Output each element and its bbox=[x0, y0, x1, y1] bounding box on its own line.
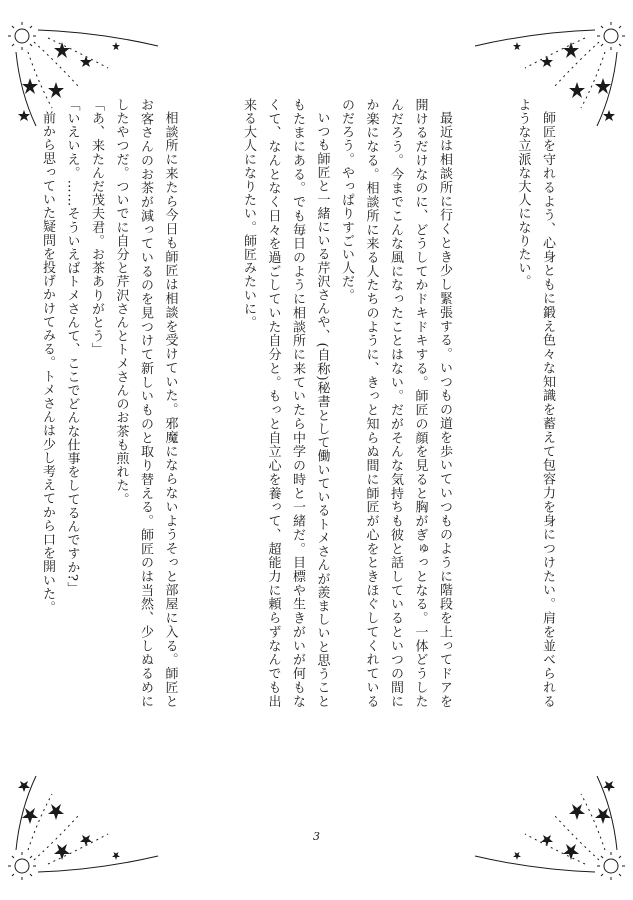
dialogue-line-2: 「いえいえ。……そういえばトメさんて、ここでどんな仕事をしてるんですか?」 bbox=[64, 98, 80, 596]
dialogue-line-1: 「あ、来たんだ茂夫君。お茶ありがとう」 bbox=[89, 98, 104, 357]
corner-ornament-bottom-right bbox=[465, 770, 625, 880]
paragraph-5: 前から思っていた疑問を投げかけてみる。トメさんは少し考えてから口を開いた。 bbox=[40, 111, 55, 615]
corner-ornament-bottom-left bbox=[8, 770, 168, 880]
body-text bbox=[40, 98, 559, 708]
paragraph-3: いつも師匠と一緒にいる芹沢さんや、(自称)秘書として働いているトメさんが羨ましいと思うこともたまにある。でも毎日のように相談所に来ていたら中学の時と一緒だ。目標や生きがいが何もなくて、なんとなく日々を過ごしていた自分と。もっと自立心を養って、超能力に頼らずなんでも出来る大人になりたい。師匠みたいに。 bbox=[241, 98, 330, 708]
page-number: 3 bbox=[313, 830, 320, 843]
paragraph-1: 師匠を守れるよう、心身ともに鍛え色々な知識を蓄えて包容力を身につけたい。肩を並べられるような立派な大人になりたい。 bbox=[515, 98, 555, 708]
paragraph-2: 最近は相談所に行くとき少し緊張する。いつもの道を歩いていつものように階段を上ってドアを開けるだけなのに、どうしてかドキドキする。師匠の顔を見ると胸がぎゅっとなる。一体どうしたんだろう。今までこんな風になったことはない。だがそんな気持ちも彼と話しているといつの間にか楽になる。相談所に来る人たちのように、きっと知らぬ間に師匠が心をときほぐしてくれているのだろう。やっぱりすごい人だ。 bbox=[339, 98, 452, 708]
paragraph-4: 相談所に来たら今日も師匠は相談を受けていた。邪魔にならないようそっと部屋に入る。師匠とお客さんのお茶が減っているのを見つけて新しいものと取り替える。師匠のは当然、少しぬるめにしたやつだ。ついでに自分と芹沢さんとトメさんのお茶も煎れた。 bbox=[113, 98, 178, 708]
